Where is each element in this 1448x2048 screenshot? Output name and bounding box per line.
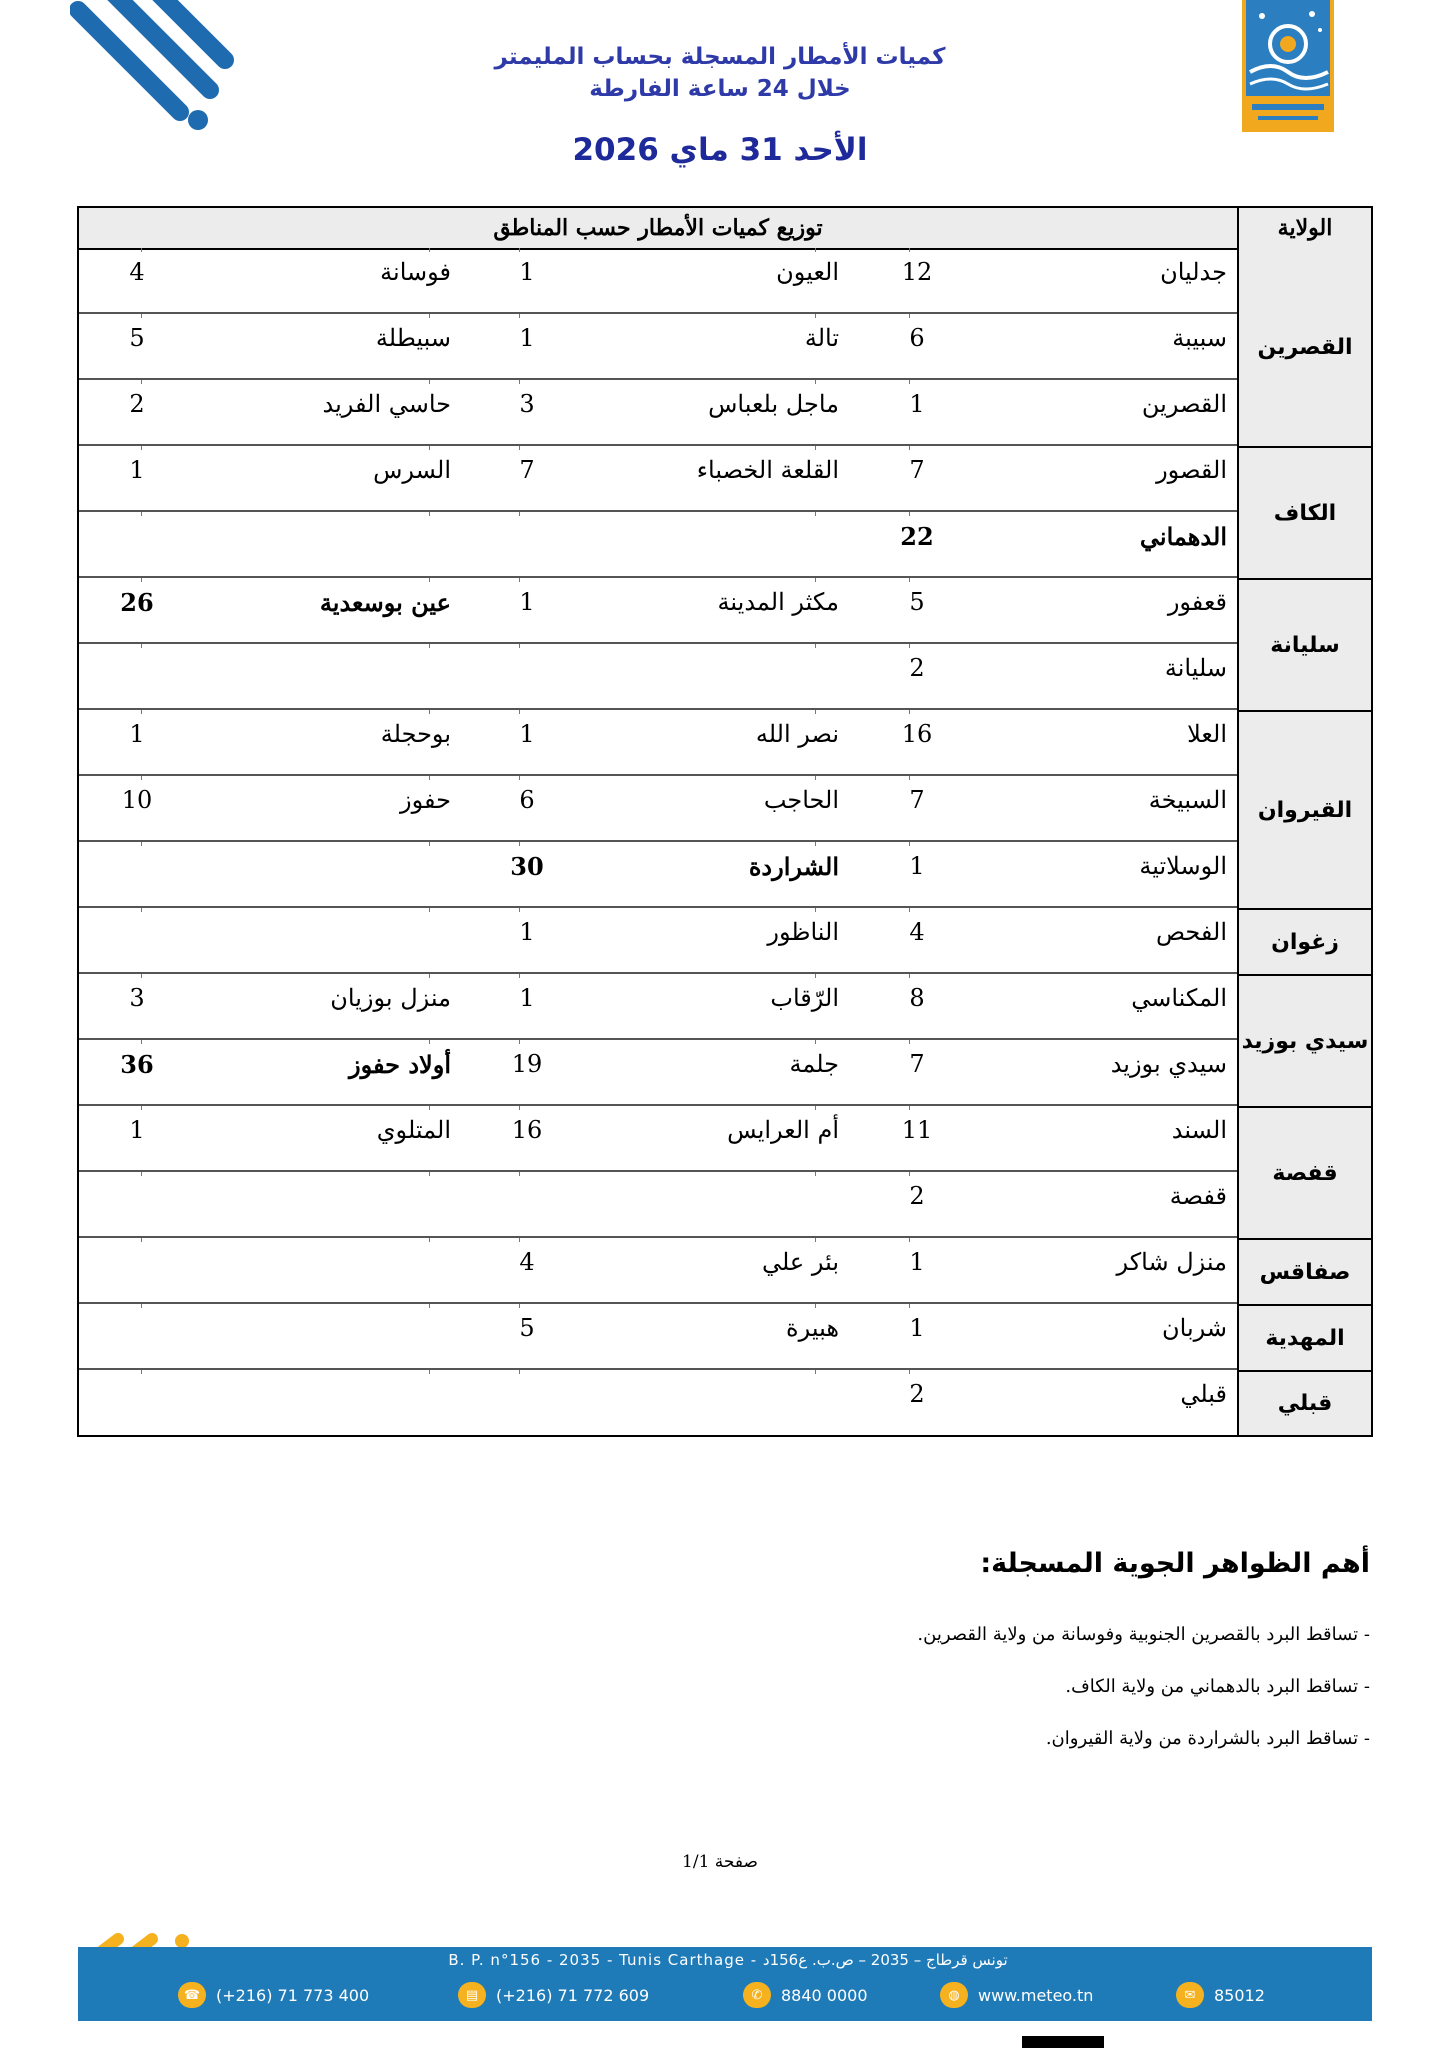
rainfall-value: 1 bbox=[519, 324, 535, 352]
column-separator bbox=[519, 974, 520, 978]
station-name: السند bbox=[1171, 1116, 1227, 1144]
column-separator bbox=[519, 248, 520, 252]
column-separator bbox=[429, 446, 430, 450]
rainfall-value: 1 bbox=[909, 1314, 925, 1342]
table-row bbox=[79, 842, 1237, 908]
table-header bbox=[79, 208, 1371, 250]
fax-number: (+216) 71 772 609 bbox=[496, 1985, 650, 2005]
column-separator bbox=[909, 644, 910, 648]
rainfall-table bbox=[77, 206, 1373, 1437]
column-separator bbox=[519, 314, 520, 318]
rainfall-value: 7 bbox=[909, 1050, 925, 1078]
station-name: جدليان bbox=[1160, 258, 1227, 286]
column-separator bbox=[815, 578, 816, 582]
rainfall-value: 2 bbox=[909, 1380, 925, 1408]
rainfall-value: 1 bbox=[909, 1248, 925, 1276]
column-separator bbox=[141, 710, 142, 714]
governorate-cell: القصرين bbox=[1237, 248, 1371, 448]
station-name: قعفور bbox=[1167, 588, 1227, 616]
station-name: سبيطلة bbox=[375, 324, 451, 352]
rainfall-value: 2 bbox=[909, 654, 925, 682]
rainfall-value: 4 bbox=[129, 258, 145, 286]
column-separator bbox=[519, 1304, 520, 1308]
phone-icon: ☎ bbox=[178, 1982, 206, 2008]
column-separator bbox=[141, 842, 142, 846]
phone-number: (+216) 71 773 400 bbox=[216, 1985, 370, 2005]
rainfall-value: 1 bbox=[129, 456, 145, 484]
rainfall-value: 4 bbox=[519, 1248, 535, 1276]
column-separator bbox=[519, 446, 520, 450]
footer-sms bbox=[1176, 1981, 1265, 2009]
column-separator bbox=[141, 1238, 142, 1242]
fax-icon: ▤ bbox=[458, 1982, 486, 2008]
column-separator bbox=[141, 1172, 142, 1176]
column-separator bbox=[909, 446, 910, 450]
station-name: ماجل بلعباس bbox=[708, 390, 839, 418]
table-row bbox=[79, 1040, 1237, 1106]
report-subtitle: خلال 24 ساعة الفارطة bbox=[589, 76, 851, 102]
column-separator bbox=[815, 974, 816, 978]
station-name: الرّقاب bbox=[770, 984, 839, 1012]
column-separator bbox=[815, 776, 816, 780]
rainfall-value: 4 bbox=[909, 918, 925, 946]
column-separator bbox=[519, 842, 520, 846]
sms-icon: ✉ bbox=[1176, 1982, 1204, 2008]
station-name: مكثر المدينة bbox=[717, 588, 839, 616]
column-separator bbox=[429, 248, 430, 252]
station-name: القصور bbox=[1156, 456, 1227, 484]
column-separator bbox=[909, 248, 910, 252]
column-separator bbox=[141, 776, 142, 780]
governorate-cell: قفصة bbox=[1237, 1108, 1371, 1240]
column-separator bbox=[519, 1172, 520, 1176]
column-separator bbox=[141, 1040, 142, 1044]
column-separator bbox=[909, 1238, 910, 1242]
column-separator bbox=[519, 1370, 520, 1374]
rainfall-value: 2 bbox=[129, 390, 145, 418]
rainfall-value: 1 bbox=[129, 720, 145, 748]
column-separator bbox=[909, 1304, 910, 1308]
column-separator bbox=[141, 512, 142, 516]
globe-icon: ◍ bbox=[940, 1982, 968, 2008]
rainfall-value: 2 bbox=[909, 1182, 925, 1210]
column-separator bbox=[141, 974, 142, 978]
column-separator bbox=[909, 1040, 910, 1044]
footer-website[interactable] bbox=[940, 1981, 1093, 2009]
governorate-cell: سليانة bbox=[1237, 580, 1371, 712]
governorate-cell: الكاف bbox=[1237, 448, 1371, 580]
phenomena-title: أهم الظواهر الجوية المسجلة: bbox=[980, 1548, 1370, 1579]
table-row bbox=[79, 512, 1237, 578]
station-name: الفحص bbox=[1155, 918, 1227, 946]
institut-meteorologie-logo bbox=[1242, 0, 1334, 132]
station-name: منزل بوزيان bbox=[330, 984, 451, 1012]
column-separator bbox=[519, 1040, 520, 1044]
rainfall-value: 7 bbox=[519, 456, 535, 484]
sms-number: 85012 bbox=[1214, 1985, 1265, 2005]
column-separator bbox=[519, 908, 520, 912]
station-name: هبيرة bbox=[786, 1314, 839, 1342]
station-name: السبيخة bbox=[1148, 786, 1227, 814]
header-distribution: توزيع كميات الأمطار حسب المناطق bbox=[493, 215, 823, 241]
rainfall-value: 6 bbox=[909, 324, 925, 352]
column-separator bbox=[429, 314, 430, 318]
column-separator bbox=[141, 1106, 142, 1110]
phenomena-item: - تساقط البرد بالقصرين الجنوبية وفوسانة من ولاية القصرين. bbox=[917, 1624, 1370, 1645]
column-separator bbox=[815, 1304, 816, 1308]
table-row bbox=[79, 908, 1237, 974]
station-name: سليانة bbox=[1164, 654, 1227, 682]
station-name: منزل شاكر bbox=[1116, 1248, 1227, 1276]
column-separator bbox=[429, 512, 430, 516]
station-name: جلمة bbox=[789, 1050, 839, 1078]
station-name: شربان bbox=[1162, 1314, 1227, 1342]
rainfall-value: 1 bbox=[519, 984, 535, 1012]
table-row bbox=[79, 974, 1237, 1040]
station-name: حفوز bbox=[400, 786, 451, 814]
column-separator bbox=[429, 974, 430, 978]
column-separator bbox=[909, 380, 910, 384]
column-separator bbox=[909, 908, 910, 912]
station-name: الوسلاتية bbox=[1139, 852, 1227, 880]
table-row bbox=[79, 380, 1237, 446]
column-separator bbox=[141, 314, 142, 318]
column-separator bbox=[815, 314, 816, 318]
column-separator bbox=[429, 1172, 430, 1176]
column-separator bbox=[429, 710, 430, 714]
rainfall-value: 16 bbox=[901, 720, 933, 748]
column-separator bbox=[909, 974, 910, 978]
rainfall-value: 6 bbox=[519, 786, 535, 814]
station-name: عين بوسعدية bbox=[319, 588, 451, 617]
governorate-cell: المهدية bbox=[1237, 1306, 1371, 1372]
column-separator bbox=[429, 908, 430, 912]
column-separator bbox=[815, 446, 816, 450]
table-row bbox=[79, 578, 1237, 644]
table-row bbox=[79, 314, 1237, 380]
governorate-cell: زغوان bbox=[1237, 910, 1371, 976]
column-separator bbox=[519, 710, 520, 714]
station-name: تالة bbox=[804, 324, 839, 352]
column-separator bbox=[909, 1370, 910, 1374]
rainfall-value: 1 bbox=[519, 918, 535, 946]
column-separator bbox=[909, 512, 910, 516]
column-separator bbox=[429, 776, 430, 780]
decorative-stripes bbox=[70, 0, 240, 140]
column-separator bbox=[815, 710, 816, 714]
station-name: الشراردة bbox=[748, 852, 839, 881]
column-separator bbox=[909, 578, 910, 582]
rainfall-value: 1 bbox=[519, 588, 535, 616]
rainfall-value: 12 bbox=[901, 258, 933, 286]
column-separator bbox=[519, 1238, 520, 1242]
rainfall-value: 7 bbox=[909, 456, 925, 484]
rainfall-value: 1 bbox=[909, 390, 925, 418]
column-separator bbox=[909, 1106, 910, 1110]
station-name: القلعة الخصباء bbox=[696, 456, 839, 484]
footer-phone bbox=[178, 1981, 369, 2009]
rainfall-value: 1 bbox=[129, 1116, 145, 1144]
table-row bbox=[79, 248, 1237, 314]
footer bbox=[78, 1925, 1372, 2021]
column-separator bbox=[429, 1370, 430, 1374]
column-separator bbox=[429, 842, 430, 846]
column-separator bbox=[429, 1304, 430, 1308]
report-title: كميات الأمطار المسجلة بحساب المليمتر bbox=[494, 44, 946, 70]
rainfall-value: 3 bbox=[129, 984, 145, 1012]
column-separator bbox=[815, 512, 816, 516]
column-separator bbox=[909, 776, 910, 780]
column-separator bbox=[141, 1370, 142, 1374]
table-row bbox=[79, 776, 1237, 842]
rainfall-value: 5 bbox=[519, 1314, 535, 1342]
rainfall-value: 1 bbox=[519, 258, 535, 286]
header-governorate: الولاية bbox=[1237, 208, 1371, 248]
governorate-cell: صفاقس bbox=[1237, 1240, 1371, 1306]
column-separator bbox=[909, 1172, 910, 1176]
column-separator bbox=[815, 248, 816, 252]
table-row bbox=[79, 1304, 1237, 1370]
station-name: الحاجب bbox=[763, 786, 839, 814]
phenomena-item: - تساقط البرد بالشراردة من ولاية القيروان. bbox=[1045, 1728, 1370, 1749]
report-date: الأحد 31 ماي 2026 bbox=[572, 132, 868, 168]
column-separator bbox=[141, 248, 142, 252]
station-name: العلا bbox=[1187, 720, 1227, 748]
station-name: الدهماني bbox=[1139, 522, 1227, 551]
rainfall-value: 1 bbox=[519, 720, 535, 748]
column-separator bbox=[909, 314, 910, 318]
table-row bbox=[79, 1238, 1237, 1304]
page-number: صفحة 1/1 bbox=[682, 1852, 758, 1872]
station-name: المكناسي bbox=[1131, 984, 1227, 1012]
footer-fax bbox=[458, 1981, 649, 2009]
rainfall-value: 16 bbox=[511, 1116, 543, 1144]
rainfall-value: 3 bbox=[519, 390, 535, 418]
column-separator bbox=[429, 1106, 430, 1110]
column-separator bbox=[519, 644, 520, 648]
station-name: السرس bbox=[373, 456, 451, 484]
rainfall-value: 1 bbox=[909, 852, 925, 880]
column-separator bbox=[519, 512, 520, 516]
column-separator bbox=[429, 1040, 430, 1044]
page-edge-mark bbox=[1022, 2036, 1104, 2048]
column-separator bbox=[141, 446, 142, 450]
governorate-cell: سيدي بوزيد bbox=[1237, 976, 1371, 1108]
column-separator bbox=[815, 842, 816, 846]
phenomena-item: - تساقط البرد بالدهماني من ولاية الكاف. bbox=[1065, 1676, 1370, 1697]
rainfall-value: 5 bbox=[909, 588, 925, 616]
table-row bbox=[79, 710, 1237, 776]
column-separator bbox=[815, 1172, 816, 1176]
rainfall-value: 11 bbox=[901, 1116, 933, 1144]
rainfall-value: 26 bbox=[120, 588, 154, 617]
hotline-number: 8840 0000 bbox=[781, 1985, 868, 2005]
column-separator bbox=[429, 578, 430, 582]
column-separator bbox=[141, 578, 142, 582]
rainfall-value: 19 bbox=[511, 1050, 543, 1078]
rainfall-value: 8 bbox=[909, 984, 925, 1012]
column-separator bbox=[815, 908, 816, 912]
hotline-icon: ✆ bbox=[743, 1982, 771, 2008]
governorate-cell: القيروان bbox=[1237, 712, 1371, 910]
rainfall-value: 22 bbox=[900, 522, 934, 551]
station-name: سبيبة bbox=[1172, 324, 1227, 352]
column-separator bbox=[429, 644, 430, 648]
footer-address: B. P. n°156 - 2035 - Tunis Carthage - تونس قرطاج – 2035 – ص.ب. ع156د bbox=[448, 1951, 1008, 1969]
column-separator bbox=[141, 380, 142, 384]
column-separator bbox=[815, 380, 816, 384]
station-name: بوحجلة bbox=[380, 720, 451, 748]
station-name: قبلي bbox=[1180, 1380, 1227, 1408]
rainfall-value: 30 bbox=[510, 852, 544, 881]
table-row bbox=[79, 446, 1237, 512]
station-name: أم العرايس bbox=[727, 1116, 839, 1144]
station-name: سيدي بوزيد bbox=[1110, 1050, 1227, 1078]
station-name: الناظور bbox=[767, 918, 839, 946]
footer-hotline bbox=[743, 1981, 868, 2009]
column-separator bbox=[909, 710, 910, 714]
column-separator bbox=[429, 1238, 430, 1242]
column-separator bbox=[519, 578, 520, 582]
table-row bbox=[79, 1106, 1237, 1172]
column-separator bbox=[815, 1106, 816, 1110]
station-name: المتلوي bbox=[376, 1116, 451, 1144]
station-name: حاسي الفريد bbox=[322, 390, 451, 418]
station-name: نصر الله bbox=[755, 720, 839, 748]
rainfall-value: 7 bbox=[909, 786, 925, 814]
table-row bbox=[79, 1172, 1237, 1238]
rainfall-value: 10 bbox=[121, 786, 153, 814]
column-separator bbox=[141, 644, 142, 648]
column-separator bbox=[815, 1370, 816, 1374]
station-name: فوسانة bbox=[380, 258, 451, 286]
column-separator bbox=[909, 842, 910, 846]
column-separator bbox=[429, 380, 430, 384]
governorate-cell: قبلي bbox=[1237, 1372, 1371, 1435]
column-separator bbox=[519, 380, 520, 384]
table-row bbox=[79, 1370, 1237, 1436]
rainfall-value: 5 bbox=[129, 324, 145, 352]
column-separator bbox=[815, 1238, 816, 1242]
table-row bbox=[79, 644, 1237, 710]
column-separator bbox=[815, 644, 816, 648]
column-separator bbox=[519, 1106, 520, 1110]
column-separator bbox=[519, 776, 520, 780]
station-name: بئر علي bbox=[761, 1248, 839, 1276]
column-separator bbox=[141, 908, 142, 912]
station-name: العيون bbox=[776, 258, 839, 286]
station-name: أولاد حفوز bbox=[349, 1050, 451, 1079]
column-separator bbox=[815, 1040, 816, 1044]
station-name: قفصة bbox=[1169, 1182, 1227, 1210]
column-separator bbox=[141, 1304, 142, 1308]
website-link[interactable]: www.meteo.tn bbox=[978, 1985, 1094, 2005]
rainfall-value: 36 bbox=[120, 1050, 154, 1079]
station-name: القصرين bbox=[1141, 390, 1227, 418]
